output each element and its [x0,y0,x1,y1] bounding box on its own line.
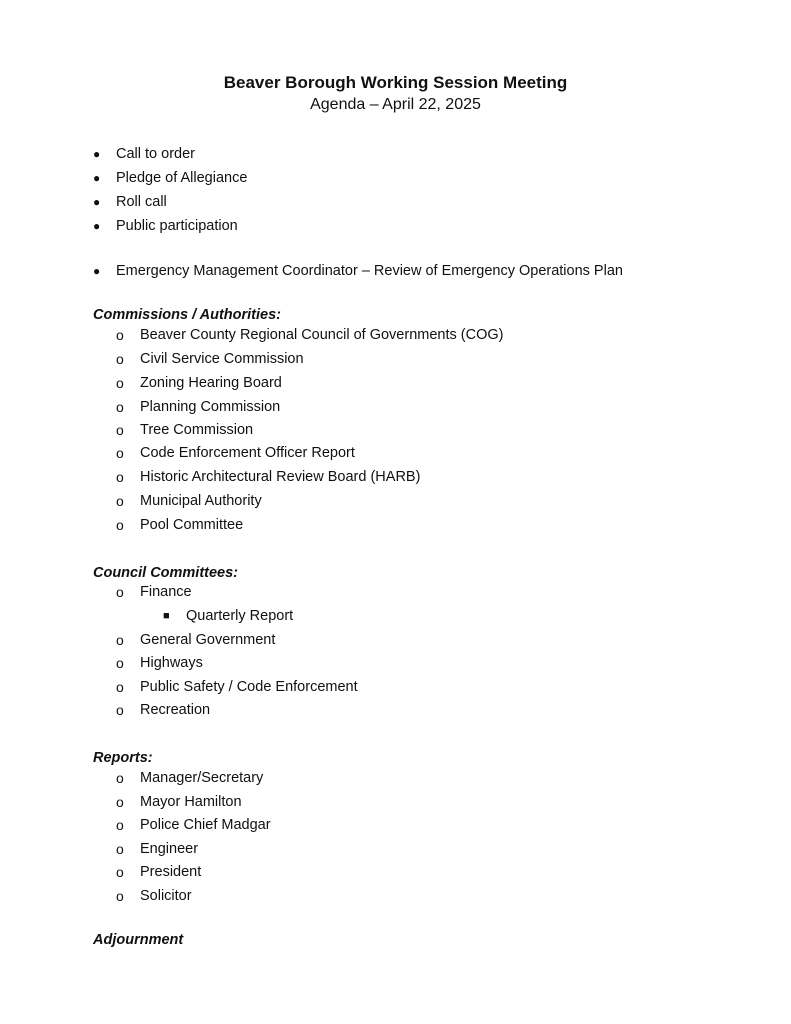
circle-bullet-icon: o [116,817,124,833]
list-item-text: Tree Commission [140,422,254,438]
list-item-text: Quarterly Report [186,608,294,624]
list-item-text: Recreation [140,702,211,718]
list-item-text: Roll call [116,194,167,210]
document-header [0,72,791,116]
bullet-icon: ● [93,147,101,161]
document-title: Beaver Borough Working Session Meeting [223,73,568,92]
circle-bullet-icon: o [116,632,124,648]
list-item-text: President [140,864,202,880]
list-item-text: Police Chief Madgar [140,817,271,833]
circle-bullet-icon: o [116,375,124,391]
circle-bullet-icon: o [116,702,124,718]
circle-bullet-icon: o [116,422,124,438]
list-item-text: Engineer [140,841,199,857]
section-heading-council: Council Committees: [93,565,239,581]
circle-bullet-icon: o [116,794,124,810]
list-item-text: Call to order [116,146,195,162]
circle-bullet-icon: o [116,493,124,509]
circle-bullet-icon: o [116,770,124,786]
circle-bullet-icon: o [116,517,124,533]
document-subtitle: Agenda – April 22, 2025 [310,96,481,113]
circle-bullet-icon: o [116,399,124,415]
circle-bullet-icon: o [116,655,124,671]
section-heading-reports: Reports: [93,750,153,766]
circle-bullet-icon: o [116,445,124,461]
circle-bullet-icon: o [116,841,124,857]
circle-bullet-icon: o [116,327,124,343]
list-item-text: Mayor Hamilton [140,794,242,810]
circle-bullet-icon: o [116,864,124,880]
list-item-text: Pledge of Allegiance [116,170,248,186]
bullet-icon: ● [93,219,101,233]
circle-bullet-icon: o [116,888,124,904]
list-item-text: Emergency Management Coordinator – Review of Emergency Operations Plan [116,263,623,279]
section-heading-adjournment: Adjournment [93,932,184,948]
section-heading-commissions: Commissions / Authorities: [93,307,281,323]
list-item-text: Manager/Secretary [140,770,264,786]
list-item-text: Historic Architectural Review Board (HARB) [140,469,421,485]
circle-bullet-icon: o [116,679,124,695]
bullet-icon: ● [93,264,101,278]
list-item-text: Code Enforcement Officer Report [140,445,355,461]
bullet-icon: ● [93,171,101,185]
square-bullet-icon: ■ [163,610,170,622]
list-item-text: General Government [140,632,276,648]
circle-bullet-icon: o [116,469,124,485]
list-item-text: Planning Commission [140,399,281,415]
bullet-icon: ● [93,195,101,209]
circle-bullet-icon: o [116,351,124,367]
circle-bullet-icon: o [116,584,124,600]
list-item-text: Zoning Hearing Board [140,375,282,391]
list-item-text: Municipal Authority [140,493,262,509]
list-item-text: Solicitor [140,888,192,904]
list-item-text: Public participation [116,218,238,234]
list-item-text: Pool Committee [140,517,244,533]
list-item-text: Civil Service Commission [140,351,304,367]
list-item-text: Highways [140,655,203,671]
list-item-text: Finance [140,584,192,600]
list-item-text: Beaver County Regional Council of Governments (COG) [140,327,504,343]
list-item-text: Public Safety / Code Enforcement [140,679,358,695]
